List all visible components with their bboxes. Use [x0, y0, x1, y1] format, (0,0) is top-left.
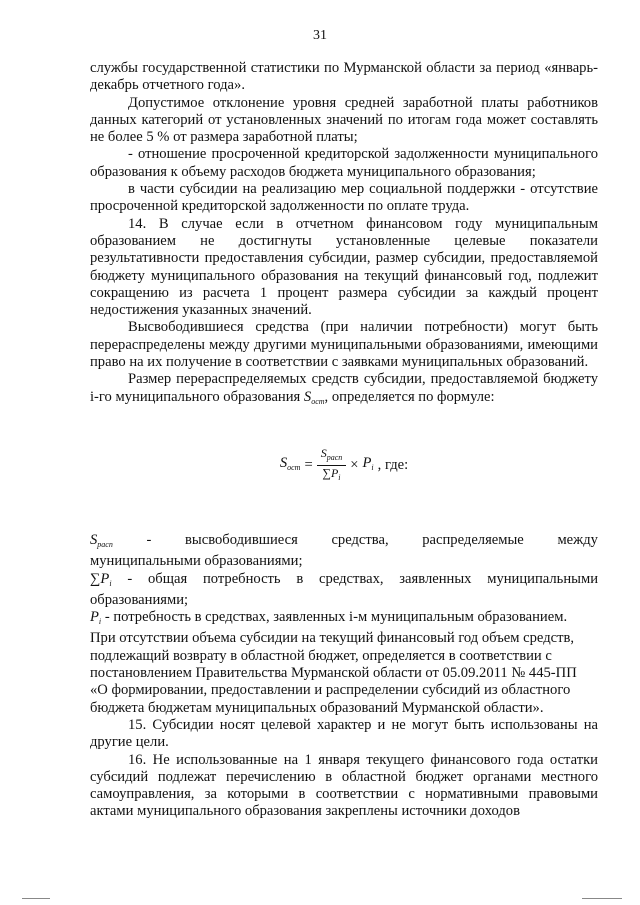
page-number: 31: [313, 28, 327, 43]
paragraph: 15. Субсидии носят целевой характер и не могут быть использованы на другие цели.: [90, 716, 598, 751]
document-body: [90, 60, 598, 821]
paragraph-formula-intro: [90, 371, 598, 410]
paragraph: При отсутствии объема субсидии на текущий финансовый год объем средств, подлежащий возврату в областной бюджет, определяется в соответствии с постановлением Правительства Мурманской области от 05.09.2011 № 445-ПП «О формировании, предоставлении и распределении субсидий из областного бюджета бюджетам муниципальных образований Мурманской области».: [90, 630, 577, 716]
paragraph-text: , определяется по формуле:: [324, 388, 495, 405]
paragraph: 14. В случае если в отчетном финансовом году муниципальным образованием не достигнуты установленные целевые показатели результативности предоставления субсидии, размер субсидии, предоставляемой бюджету муниципального образования на текущий финансовый год, подлежит сокращению из расчета 1 процент размера субсидии за каждый процент недостижения указанных значений.: [90, 215, 598, 319]
paragraph: службы государственной статистики по Мурманской области за период «январь-декабрь отчетного года».: [90, 60, 598, 94]
paragraph: Высвободившиеся средства (при наличии потребности) могут быть перераспределены между другими муниципальными образованиями, имеющими право на их получение в соответствии с заявками муниципальных образований.: [90, 319, 598, 371]
definition-p-i: $P_i$ - потребность в средствах, заявленных i-м муниципальным образованием.: [90, 609, 568, 627]
formula-lhs: $S_{ост}$: [279, 454, 301, 472]
definition-sum-p: $\sum P_i$ - общая потребность в средствах, заявленных муниципальными образованиями;: [90, 570, 598, 608]
formula: $S_{ост}$ = $\frac{S_{расп}}{\sum P_i}$ × $P_i$ , где:: [90, 446, 598, 498]
formula-fraction: $\frac{S_{расп}}{\sum P_i}$: [317, 446, 347, 485]
paragraph-text: Размер перераспределяемых средств субсидии, предоставляемой бюджету i-го муниципального образования: [90, 371, 598, 405]
scan-edge-marks: [0, 898, 640, 902]
paragraph: муниципальными образованиями;: [90, 553, 303, 570]
paragraph: - отношение просроченной кредиторской задолженности муниципального образования к объему расходов бюджета муниципального образования;: [90, 146, 598, 180]
paragraph: 16. Не использованные на 1 января текущего финансового года остатки субсидий подлежат перечислению в областной бюджет органами местного самоуправления, за которыми в соответствии с нормативными правовыми актами муниципального образования закреплены источники доходов: [90, 751, 598, 820]
symbol-s-ost: $S_{ост}$: [303, 388, 325, 406]
formula-where: , где:: [377, 456, 409, 473]
paragraph: в части субсидии на реализацию мер социальной поддержки - отсутствие просроченной кредиторской задолженности по оплате труда.: [90, 181, 598, 215]
definition-s-rasp: $S_{расп}$ - высвободившиеся средства, распределяемые между: [90, 531, 598, 549]
paragraph: Допустимое отклонение уровня средней заработной платы работников данных категорий от установленных значений по итогам года может составлять не более 5 % от размера заработной платы;: [90, 94, 598, 146]
